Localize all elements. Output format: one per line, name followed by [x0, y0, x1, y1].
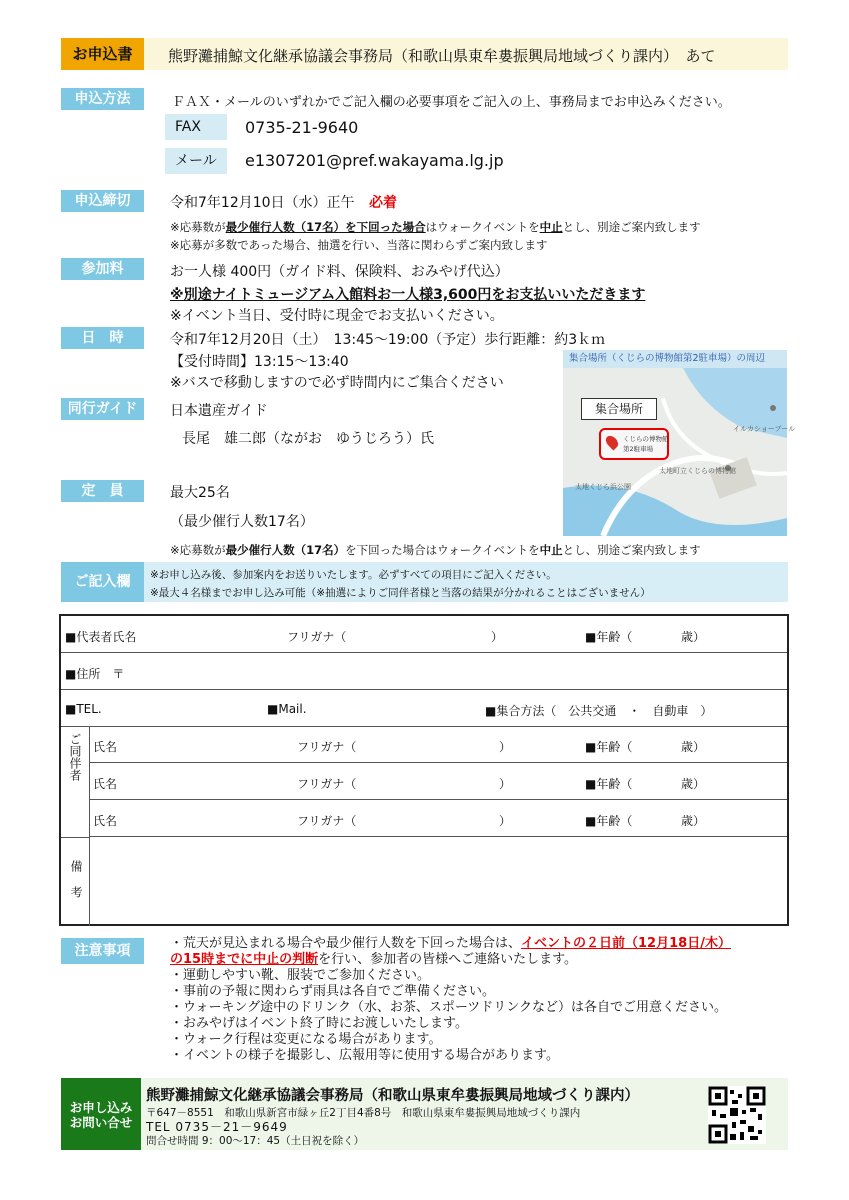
entry-note-2: ※最大４名様までお申し込み可能（※抽選によりご同伴者様と当落の結果が分かれることはございません）: [150, 587, 651, 599]
map-box: [563, 350, 796, 536]
map-place-2: 太地町立くじらの博物館: [659, 467, 736, 475]
footer-org: 熊野灘捕鯨文化継承協議会事務局（和歌山県東牟婁振興局地域づくり課内）: [146, 1088, 639, 1104]
deadline-note-1e: とし、別途ご案内致します: [562, 220, 701, 234]
capacity-note-b: 最少催行人数（17名）: [225, 543, 346, 557]
rep-furigana-close: ）: [491, 630, 504, 644]
mail-label: メール: [165, 148, 227, 174]
companion-3-age: ■年齢（: [585, 814, 633, 828]
schedule-line-1: 令和7年12月20日（土） 13:45～19:00（予定）歩行距離：約3ｋｍ: [170, 332, 606, 348]
companion-3-furigana-close: ）: [499, 814, 512, 828]
notes-item: ・ウォーキング途中のドリンク（水、お茶、スポーツドリンクなど）は各自でご用意ください。: [170, 1000, 728, 1015]
notes-item-1a: ・荒天が見込まれる場合や最少催行人数を下回った場合は、: [170, 936, 522, 951]
schedule-line-3: ※バスで移動しますので必ず時間内にご集合ください: [170, 375, 504, 391]
capacity-line-1: 最大25名: [170, 485, 230, 501]
map-pin-label-2: 第2駐車場: [623, 445, 654, 453]
entry-form: [59, 614, 789, 926]
notes-item: ・事前の予報に関わらず雨具は各自でご準備ください。: [170, 984, 496, 999]
map-graphic: [563, 368, 787, 536]
meet-method-label: ■集合方法（ 公共交通 ・ 自動車 ）: [485, 704, 713, 718]
form-row-companion-1: [89, 727, 787, 763]
method-text: ＦＡＸ・メールのいずれかでご記入欄の必要事項をご記入の上、事務局までお申込みください。: [172, 95, 731, 110]
notes-item: ・イベントの様子を撮影し、広報用等に使用する場合があります。: [170, 1048, 559, 1063]
deadline-date: [170, 192, 397, 212]
footer-label-2: お問い合せ: [69, 1115, 133, 1130]
companion-2-furigana-close: ）: [499, 777, 512, 791]
capacity-note-d: 中止: [539, 543, 563, 557]
guide-line-1: 日本遺産ガイド: [170, 403, 268, 419]
remarks-label: 備考: [69, 860, 83, 912]
companion-1-age-unit: 歳）: [681, 740, 706, 754]
map-place-1: イルカショープール: [733, 425, 796, 433]
capacity-label: 定 員: [61, 480, 144, 502]
notes-item: ・運動しやすい靴、服装でご参加ください。: [170, 968, 431, 983]
companion-2-age-unit: 歳）: [681, 777, 706, 791]
mail-label-form: ■Mail.: [267, 702, 307, 716]
map-title: 集合場所（くじらの博物館第2駐車場）の周辺: [563, 350, 787, 368]
deadline-note-1b: 最少催行人数（17名）を下回った場合: [225, 220, 426, 234]
notes-list: [170, 936, 731, 1064]
address-label: ■住所 〒: [65, 667, 125, 681]
method-label: 申込方法: [61, 88, 144, 110]
deadline-note-1: [170, 219, 701, 235]
capacity-note-c: を下回った場合はウォークイベントを: [345, 543, 540, 557]
companion-label: ご同伴者: [68, 733, 82, 781]
remarks-row-line: [61, 837, 89, 838]
companion-1-furigana-close: ）: [499, 740, 512, 754]
map-pin-icon: [604, 434, 621, 451]
deadline-note-1c: はウォークイベントを: [425, 220, 540, 234]
form-row-rep: [61, 616, 787, 653]
notes-item-1c: の15時までに中止の判断: [170, 952, 319, 967]
notes-item: ・おみやげはイベント終了時にお渡しいたします。: [170, 1016, 468, 1031]
form-row-companion-3: [89, 800, 787, 837]
footer-address: 〒647－8551 和歌山県新宮市緑ヶ丘2丁目4番8号 和歌山県東牟婁振興局地域づくり課内: [146, 1107, 581, 1119]
companion-1-age: ■年齢（: [585, 740, 633, 754]
notes-item: ・ウォーク行程は変更になる場合があります。: [170, 1032, 442, 1047]
deadline-must: 必着: [369, 195, 397, 211]
fax-label: FAX: [165, 114, 227, 140]
footer-label-1: お申し込み: [69, 1100, 133, 1115]
mail-value: e1307201@pref.wakayama.lg.jp: [245, 151, 504, 170]
notes-item-1b: イベントの２日前（12月18日/木）: [521, 936, 731, 951]
map-place-3: 太地くじら浜公園: [575, 483, 631, 491]
footer-tel: TEL 0735－21－9649: [146, 1120, 288, 1134]
tel-label: ■TEL.: [65, 702, 102, 716]
deadline-note-2: ※応募が多数であった場合、抽選を行い、当落に関わらずご案内致します: [170, 238, 548, 252]
map-pin-label-1: くじらの博物館: [623, 435, 669, 443]
capacity-note-a: ※応募数が: [170, 543, 226, 557]
notes-item-1-cont: [170, 952, 731, 968]
qr-code-icon: [708, 1086, 766, 1144]
footer-label-box: [61, 1078, 141, 1150]
companion-3-name: 氏名: [93, 814, 118, 828]
companion-1-furigana: フリガナ（: [297, 740, 357, 754]
rep-age-label: ■年齢（: [585, 630, 633, 644]
capacity-line-2: （最少催行人数17名）: [170, 514, 314, 530]
rep-age-unit: 歳）: [681, 630, 706, 644]
entry-note-1: ※お申し込み後、参加案内をお送りいたします。必ずすべての項目にご記入ください。: [150, 569, 557, 581]
companion-3-age-unit: 歳）: [681, 814, 706, 828]
guide-line-2: 長尾 雄二郎（ながお ゆうじろう）氏: [182, 431, 434, 447]
notes-item-1: [170, 936, 731, 952]
companion-3-furigana: フリガナ（: [297, 814, 357, 828]
fee-line-1: お一人様 400円（ガイド料、保険料、おみやげ代込）: [170, 264, 509, 280]
capacity-note-e: とし、別途ご案内致します: [562, 543, 701, 557]
form-row-address: [61, 653, 787, 690]
companion-2-age: ■年齢（: [585, 777, 633, 791]
guide-label: 同行ガイド: [61, 398, 144, 420]
companion-2-name: 氏名: [93, 777, 118, 791]
deadline-note-1a: ※応募数が: [170, 220, 226, 234]
map-pin-box: [599, 428, 669, 460]
companion-1-name: 氏名: [93, 740, 118, 754]
rep-name-label: ■代表者氏名: [65, 630, 137, 644]
map-callout: 集合場所: [581, 398, 657, 420]
form-row-companion-2: [89, 763, 787, 800]
fee-line-2: ※別途ナイトミュージアム入館料お一人様3,600円をお支払いいただきます: [170, 287, 646, 303]
rep-furigana-label: フリガナ（: [287, 630, 347, 644]
notes-label: 注意事項: [61, 938, 144, 964]
deadline-label: 申込締切: [61, 190, 144, 212]
schedule-line-2: 【受付時間】13:15～13:40: [170, 354, 349, 370]
fax-value: 0735-21-9640: [245, 118, 359, 137]
fee-line-3: ※イベント当日、受付時に現金でお支払いください。: [170, 308, 504, 324]
fee-label: 参加料: [61, 258, 144, 280]
capacity-note: [170, 542, 701, 558]
form-row-contact: [61, 690, 787, 727]
notes-item-1d: を行い、参加者の皆様へご連絡いたします。: [318, 952, 578, 967]
deadline-date-text: 令和7年12月10日（水）正午: [170, 195, 355, 211]
companion-2-furigana: フリガナ（: [297, 777, 357, 791]
schedule-label: 日 時: [61, 327, 144, 349]
footer-hours: 問合せ時間 9：00～17：45（土日祝を除く）: [146, 1135, 365, 1147]
header-label: お申込書: [61, 38, 144, 70]
entry-label: ご記入欄: [61, 562, 144, 602]
header-recipient: 熊野灘捕鯨文化継承協議会事務局（和歌山県東牟婁振興局地域づくり課内） あて: [168, 47, 716, 65]
deadline-note-1d: 中止: [539, 220, 563, 234]
